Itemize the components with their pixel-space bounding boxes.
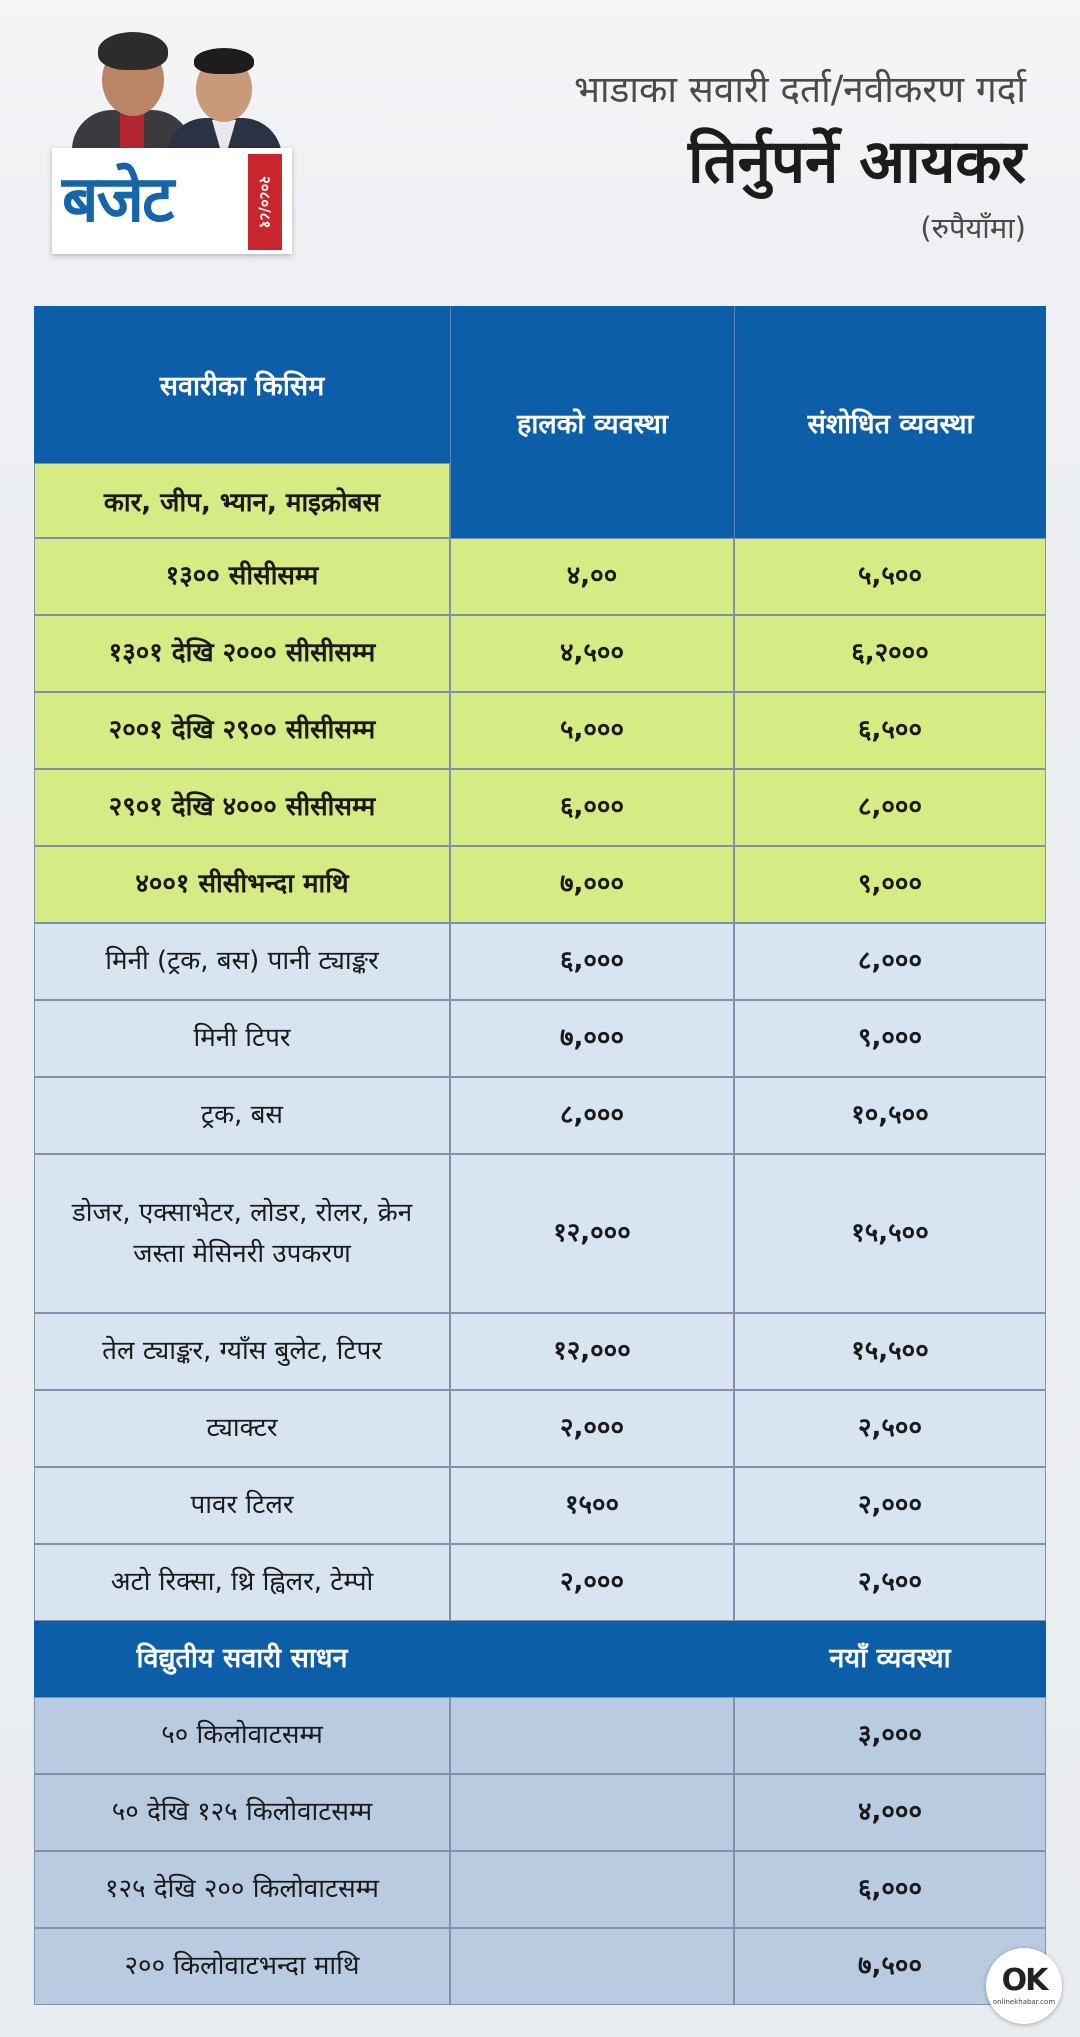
table-header	[34, 306, 1046, 538]
ev-type-cell: १२५ देखि २०० किलोवाटसम्म	[34, 1851, 450, 1928]
tax-table	[34, 306, 1046, 2005]
table-row	[34, 1390, 1046, 1467]
budget-logo-year: २०८०/८१	[248, 154, 282, 250]
current-rate-cell: ७,०००	[450, 846, 734, 923]
header-vehicle-type: सवारीका किसिम	[34, 306, 450, 463]
ev-empty-cell	[450, 1697, 734, 1774]
header-revised: संशोधित व्यवस्था	[734, 306, 1046, 538]
current-rate-cell: ८,०००	[450, 1077, 734, 1154]
table-row	[34, 1077, 1046, 1154]
revised-rate-cell: १०,५००	[734, 1077, 1046, 1154]
revised-rate-cell: ६,२०००	[734, 615, 1046, 692]
current-rate-cell: ४,५००	[450, 615, 734, 692]
budget-logo-text: बजेट	[62, 163, 173, 237]
table-row	[34, 692, 1046, 769]
ev-empty-cell	[450, 1774, 734, 1851]
ev-header-empty	[450, 1621, 734, 1697]
vehicle-type-cell: ४००१ सीसीभन्दा माथि	[34, 846, 450, 923]
publisher-mark: OK	[1001, 1963, 1047, 1998]
revised-rate-cell: २,५००	[734, 1390, 1046, 1467]
table-row	[34, 1313, 1046, 1390]
budget-logo	[52, 148, 292, 254]
table-row	[34, 538, 1046, 615]
publisher-logo	[986, 1948, 1062, 2024]
ev-type-cell: ५० किलोवाटसम्म	[34, 1697, 450, 1774]
header-car-group: कार, जीप, भ्यान, माइक्रोबस	[34, 463, 450, 538]
title-main: तिर्नुपर्ने आयकर	[687, 127, 1026, 197]
current-rate-cell: १२,०००	[450, 1313, 734, 1390]
title-line-1: भाडाका सवारी दर्ता/नवीकरण गर्दा	[574, 68, 1026, 111]
table-row	[34, 1928, 1046, 2005]
table-row	[34, 769, 1046, 846]
table-row	[34, 1544, 1046, 1621]
table-row	[34, 1000, 1046, 1077]
table-row	[34, 923, 1046, 1000]
vehicle-type-cell: २००१ देखि २९०० सीसीसम्म	[34, 692, 450, 769]
table-row	[34, 615, 1046, 692]
current-rate-cell: ६,०००	[450, 923, 734, 1000]
current-rate-cell: १५००	[450, 1467, 734, 1544]
table-row	[34, 846, 1046, 923]
revised-rate-cell: ९,०००	[734, 846, 1046, 923]
vehicle-type-cell: मिनी (ट्रक, बस) पानी ट्याङ्कर	[34, 923, 450, 1000]
ev-new-rate-cell: ४,०००	[734, 1774, 1046, 1851]
vehicle-type-cell: १३०१ देखि २००० सीसीसम्म	[34, 615, 450, 692]
vehicle-type-cell: अटो रिक्सा, थ्रि ह्विलर, टेम्पो	[34, 1544, 450, 1621]
ev-new-rate-cell: ६,०००	[734, 1851, 1046, 1928]
current-rate-cell: १२,०००	[450, 1154, 734, 1313]
current-rate-cell: ४,००	[450, 538, 734, 615]
vehicle-type-cell: ट्रक, बस	[34, 1077, 450, 1154]
revised-rate-cell: १५,५००	[734, 1154, 1046, 1313]
vehicle-type-cell: १३०० सीसीसम्म	[34, 538, 450, 615]
ev-header-row	[34, 1621, 1046, 1697]
revised-rate-cell: ८,०००	[734, 769, 1046, 846]
revised-rate-cell: ६,५००	[734, 692, 1046, 769]
revised-rate-cell: १५,५००	[734, 1313, 1046, 1390]
publisher-sub: onlinekhabar.com	[992, 1998, 1056, 2006]
table-row	[34, 1697, 1046, 1774]
current-rate-cell: ७,०००	[450, 1000, 734, 1077]
current-rate-cell: ६,०००	[450, 769, 734, 846]
revised-rate-cell: ५,५००	[734, 538, 1046, 615]
table-row	[34, 1154, 1046, 1313]
ev-new-rate-cell: ३,०००	[734, 1697, 1046, 1774]
person-portrait	[164, 42, 282, 162]
ev-header-type: विद्युतीय सवारी साधन	[34, 1621, 450, 1697]
leaders-photo	[72, 22, 282, 162]
table-row	[34, 1774, 1046, 1851]
ev-empty-cell	[450, 1928, 734, 2005]
header-current: हालको व्यवस्था	[450, 306, 734, 538]
ev-empty-cell	[450, 1851, 734, 1928]
vehicle-type-cell: डोजर, एक्साभेटर, लोडर, रोलर, क्रेन जस्ता मेसिनरी उपकरण	[34, 1154, 450, 1313]
revised-rate-cell: ८,०००	[734, 923, 1046, 1000]
vehicle-type-cell: तेल ट्याङ्कर, ग्याँस बुलेट, टिपर	[34, 1313, 450, 1390]
revised-rate-cell: ९,०००	[734, 1000, 1046, 1077]
ev-type-cell: ५० देखि १२५ किलोवाटसम्म	[34, 1774, 450, 1851]
vehicle-type-cell: पावर टिलर	[34, 1467, 450, 1544]
vehicle-type-cell: मिनी टिपर	[34, 1000, 450, 1077]
ev-type-cell: २०० किलोवाटभन्दा माथि	[34, 1928, 450, 2005]
ev-new-rate-cell: ७,५००	[734, 1928, 1046, 2005]
revised-rate-cell: २,५००	[734, 1544, 1046, 1621]
current-rate-cell: ५,०००	[450, 692, 734, 769]
header	[0, 0, 1080, 300]
title-unit: (रुपैयाँमा)	[920, 211, 1026, 245]
current-rate-cell: २,०००	[450, 1544, 734, 1621]
revised-rate-cell: २,०००	[734, 1467, 1046, 1544]
vehicle-type-cell: २९०१ देखि ४००० सीसीसम्म	[34, 769, 450, 846]
ev-header-new: नयाँ व्यवस्था	[734, 1621, 1046, 1697]
table-row	[34, 1467, 1046, 1544]
table-row	[34, 1851, 1046, 1928]
current-rate-cell: २,०००	[450, 1390, 734, 1467]
vehicle-type-cell: ट्याक्टर	[34, 1390, 450, 1467]
